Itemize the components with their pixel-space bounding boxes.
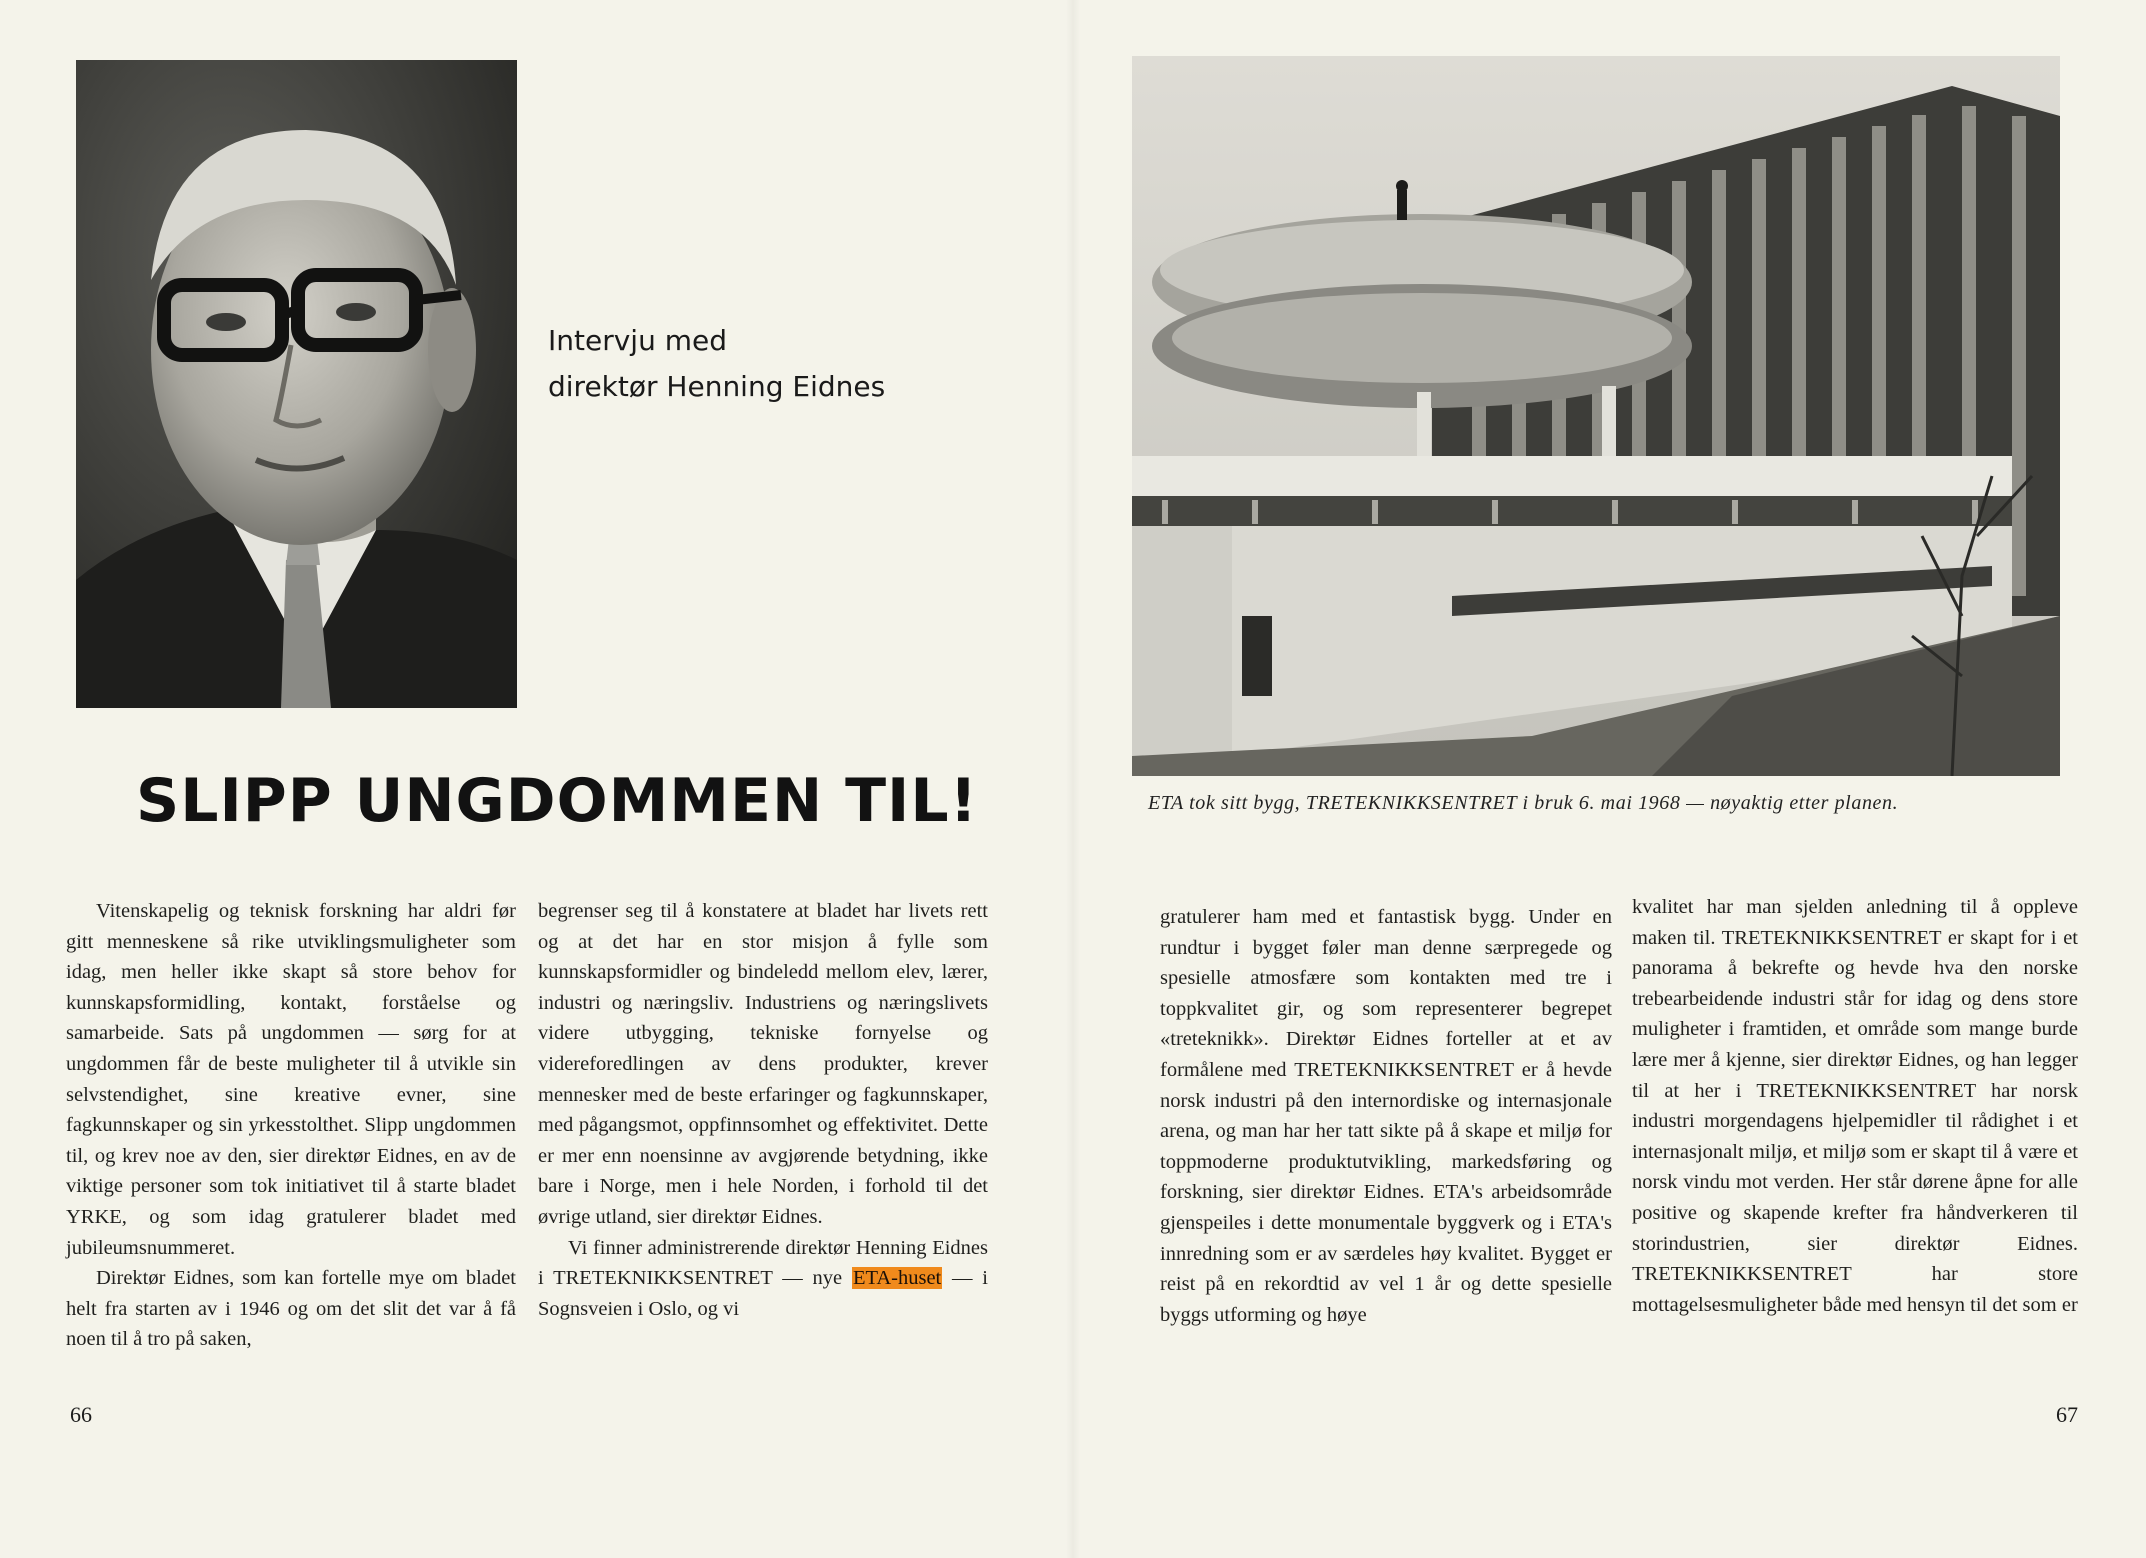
building-illustration: [1132, 56, 2060, 776]
text-column-2: [538, 896, 988, 1324]
column-1-paragraph-1: Vitenskapelig og teknisk forskning har aldri før gitt menneskene så rike utviklingsmuligheter som idag, men heller ikke skapt så store behov for kunnskapsformidling, kontakt, forståelse og samarbeide. Sats på ungdommen — sørg for at ungdommen får de beste muligheter til å utvikle sin selvstendighet, sine kreative evner, sine fagkunnskaper og sin yrkesstolthet. Slipp ungdommen til, og krev noe av den, sier direktør Eidnes, en av de viktige personer som tok initiativet til å starte bladet YRKE, og som idag gratulerer bladet med jubileumsnummeret.: [66, 900, 516, 1259]
column-2-paragraph-2: [538, 1233, 988, 1325]
column-2-paragraph-1: begrenser seg til å konstatere at bladet har livets rett og at det har en stor misjon å fylle som kunnskapsformidler og bindeledd mellom elev, lærer, industri og næringsliv. Industriens og næringslivets videre utbygging, tekniske fornyelse og videreforedlingen av dens produkter, krever mennesker med de beste erfaringer og fagkunnskaper, med pågangsmot, oppfinnsomhet og effektivitet. Dette er mer enn noensinne av avgjørende betydning, ikke bare i Norge, men i hele Norden, i forhold til det øvrige utland, sier direktør Eidnes.: [538, 900, 988, 1228]
interview-intro: [548, 318, 885, 410]
building-photo: [1132, 56, 2060, 776]
article-headline: SLIPP UNGDOMMEN TIL!: [136, 766, 978, 836]
photo-caption: ETA tok sitt bygg, TRETEKNIKKSENTRET i bruk 6. mai 1968 — nøyaktig etter planen.: [1148, 792, 1899, 814]
column-1-paragraph-2: Direktør Eidnes, som kan fortelle mye om bladet helt fra starten av i 1946 og om det slit det var å få noen til å tro på saken,: [66, 1267, 516, 1351]
page-number-left: 66: [70, 1402, 92, 1427]
intro-line-2: direktør Henning Eidnes: [548, 370, 886, 403]
portrait-photo: [76, 60, 517, 708]
text-column-1: [66, 896, 516, 1355]
column-4-paragraph: kvalitet har man sjelden anledning til å oppleve maken til. TRETEKNIKKSENTRET er skapt for i et panorama å bekrefte og hevde hva den norske trebearbeidende industri står for idag og dens store muligheter i framtiden, et område som mange burde lære mer å kjenne, sier direktør Eidnes, og han legger til at her i TRETEKNIKKSENTRET har norsk industri morgendagens hjelpemidler til rådighet i et internasjonalt miljø, et miljø som er skapt til å være et norsk vindu mot verden. Her står dørene åpne for alle positive og skapende krefter fra håndverkeren til storindustrien, sier direktør Eidnes. TRETEKNIKKSENTRET har store mottagelsesmuligheter både med hensyn til det som er: [1632, 896, 2078, 1316]
highlighted-term: ETA-huset: [852, 1267, 942, 1290]
text-column-3: [1160, 902, 1612, 1330]
intro-line-1: Intervju med: [548, 324, 727, 357]
text-column-4: [1632, 892, 2078, 1320]
column-3-paragraph: gratulerer ham med et fantastisk bygg. Under en rundtur i bygget føler man denne særpregede og spesielle atmosfære som kontakten med tre i toppkvalitet gir, og som representerer begrepet «treteknikk». Direktør Eidnes forteller at et av formålene med TRETEKNIKKSENTRET er å hevde norsk industri på den internordiske og internasjonale arena, og man har her tatt sikte på å skape et miljø for toppmoderne produktutvikling, markedsføring og forskning, sier direktør Eidnes. ETA's arbeidsområde gjenspeiles i dette monumentale byggverk og i ETA's innredning som er av særdeles høy kvalitet. Bygget er reist på en rekordtid av vel 1 år og dette spesielle byggs utforming og høye: [1160, 906, 1612, 1326]
column-2-text-b: — i Sognsveien i Oslo, og vi: [538, 1267, 988, 1320]
column-2-text-a: Vi finner administrerende direktør Henning Eidnes i TRETEKNIKKSENTRET — nye: [538, 1236, 988, 1290]
page-gutter: [1066, 0, 1080, 1558]
page-number-right: 67: [2056, 1402, 2078, 1427]
portrait-illustration: [76, 60, 517, 708]
